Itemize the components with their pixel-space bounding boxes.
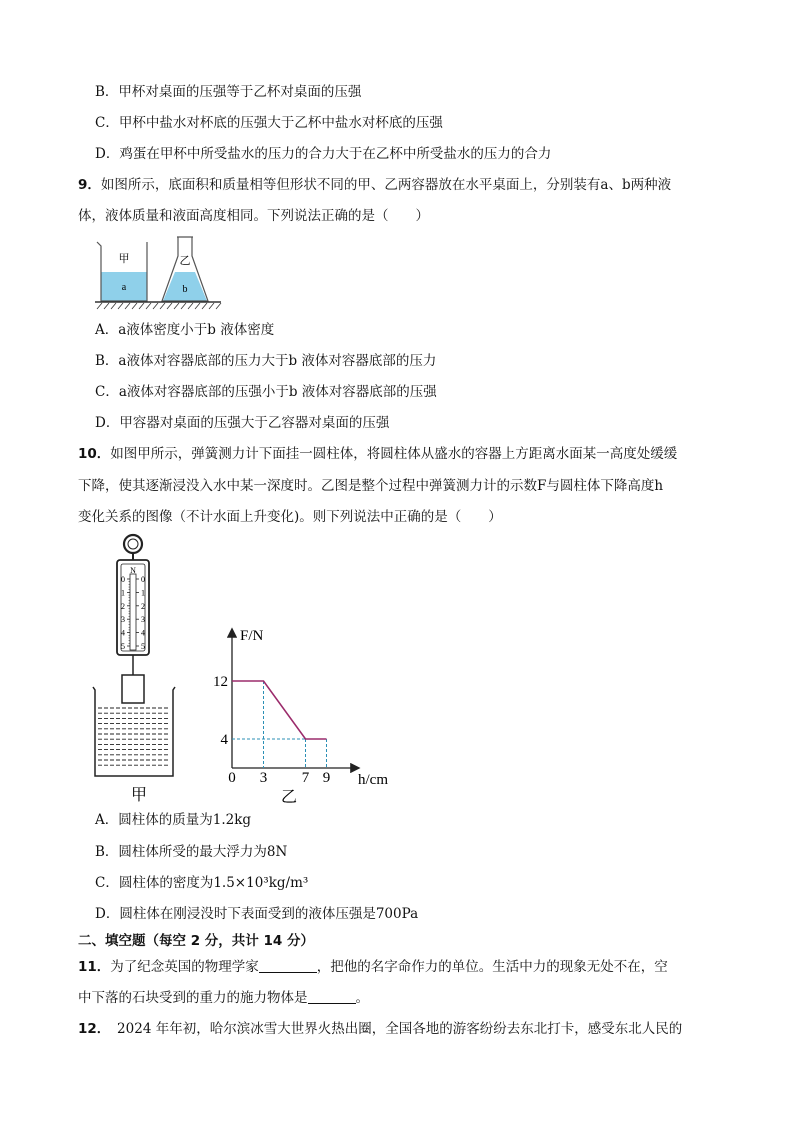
scale-tick-left: 4 xyxy=(121,628,125,638)
q11-blank-2[interactable] xyxy=(308,989,356,1004)
scale-tick-left: 3 xyxy=(121,615,125,625)
chart-title: 乙 xyxy=(280,789,298,806)
x-tick-label-3: 3 xyxy=(259,770,268,786)
series-f-line xyxy=(232,681,327,739)
q8-option-b: B．甲杯对桌面的压强等于乙杯对桌面的压强 xyxy=(95,84,362,100)
water-surface xyxy=(98,708,170,765)
q8-option-d: D．鸡蛋在甲杯中所受盐水的压力的合力大于在乙杯中所受盐水的压力的合力 xyxy=(95,146,552,162)
scale-tick-left: 2 xyxy=(121,601,125,611)
scale-unit: N xyxy=(130,566,136,575)
scale-tick-left: 5 xyxy=(121,642,125,651)
figure-jia-label: 甲 xyxy=(130,787,148,804)
x-tick-label-7: 7 xyxy=(301,770,310,786)
q9-number: 9． xyxy=(78,177,101,193)
q9-option-c: C．a液体对容器底部的压强小于b 液体对容器底部的压强 xyxy=(95,384,437,400)
scale-tick-left: 1 xyxy=(121,588,125,598)
q10-option-d: D．圆柱体在刚浸没时下表面受到的液体压强是700Pa xyxy=(95,906,419,922)
liquid-a-label: a xyxy=(121,282,127,293)
q8-option-c: C．甲杯中盐水对杯底的压强大于乙杯中盐水对杯底的压强 xyxy=(95,115,443,131)
q12-line1: 12． 2024 年年初，哈尔滨冰雪大世界火热出圈，全国各地的游客纷纷去东北打卡，感受东北人民的 xyxy=(78,1021,683,1037)
x-axis-label: h/cm xyxy=(358,772,388,788)
q10-option-b: B．圆柱体所受的最大浮力为8N xyxy=(95,844,288,860)
q11-number: 11． xyxy=(78,959,111,975)
q9-option-a: A．a液体密度小于b 液体密度 xyxy=(95,322,275,338)
q10-stem-line1: 10．如图甲所示，弹簧测力计下面挂一圆柱体，将圆柱体从盛水的容器上方距离水面某一高度处缓缓 xyxy=(78,446,678,462)
scale-tick-right: 3 xyxy=(141,615,145,625)
y-tick-label-12: 12 xyxy=(213,674,228,690)
q9-figure xyxy=(93,234,223,314)
force-height-graph xyxy=(200,622,400,807)
q10-option-c: C．圆柱体的密度为1.5×10³kg/m³ xyxy=(95,875,309,891)
q10-stem-line2: 下降，使其逐渐浸没入水中某一深度时。乙图是整个过程中弹簧测力计的示数F与圆柱体下降高度h xyxy=(78,478,664,494)
y-tick-label-4: 4 xyxy=(220,732,228,748)
liquid-b-label: b xyxy=(182,284,188,295)
scale-tick-right: 2 xyxy=(141,601,145,611)
q10-number: 10． xyxy=(78,446,111,462)
q9-option-b: B．a液体对容器底部的压力大于b 液体对容器底部的压力 xyxy=(95,353,437,369)
scale-tick-left: 0 xyxy=(121,575,125,584)
flask-yi-label: 乙 xyxy=(179,255,191,267)
scale-ring xyxy=(124,535,142,553)
table-hatching xyxy=(97,303,221,309)
q12-number: 12． xyxy=(78,1021,104,1037)
x-tick-label-0: 0 xyxy=(228,770,236,786)
q9-option-d: D．甲容器对桌面的压强大于乙容器对桌面的压强 xyxy=(95,415,390,431)
beaker-jia-label: 甲 xyxy=(118,253,130,265)
scale-tick-right: 0 xyxy=(141,575,145,584)
q11-blank-1[interactable] xyxy=(259,958,317,973)
q11-line1: 11．为了纪念英国的物理学家 ，把他的名字命作力的单位。生活中力的现象无处不在，空 xyxy=(78,959,668,975)
q9-stem-line2: 体，液体质量和液面高度相同。下列说法正确的是（ ） xyxy=(78,208,429,224)
cylinder xyxy=(122,675,144,703)
scale-tick-right: 1 xyxy=(141,588,145,598)
q11-line2: 中下落的石块受到的重力的施力物体是 。 xyxy=(78,990,369,1006)
y-axis-label: F/N xyxy=(240,628,264,644)
spring-scale-figure xyxy=(90,532,190,807)
q10-stem-line3: 变化关系的图像（不计水面上升变化)。则下列说法中正确的是（ ） xyxy=(78,509,502,525)
section-2-heading: 二、填空题（每空 2 分，共计 14 分） xyxy=(78,933,314,949)
q9-stem-line1: 9．如图所示，底面积和质量相等但形状不同的甲、乙两容器放在水平桌面上，分别装有a、b两种液 xyxy=(78,177,672,193)
scale-tick-right: 4 xyxy=(141,628,145,638)
q10-option-a: A．圆柱体的质量为1.2kg xyxy=(95,812,252,828)
scale-tick-right: 5 xyxy=(141,642,145,651)
x-tick-label-9: 9 xyxy=(322,770,331,786)
